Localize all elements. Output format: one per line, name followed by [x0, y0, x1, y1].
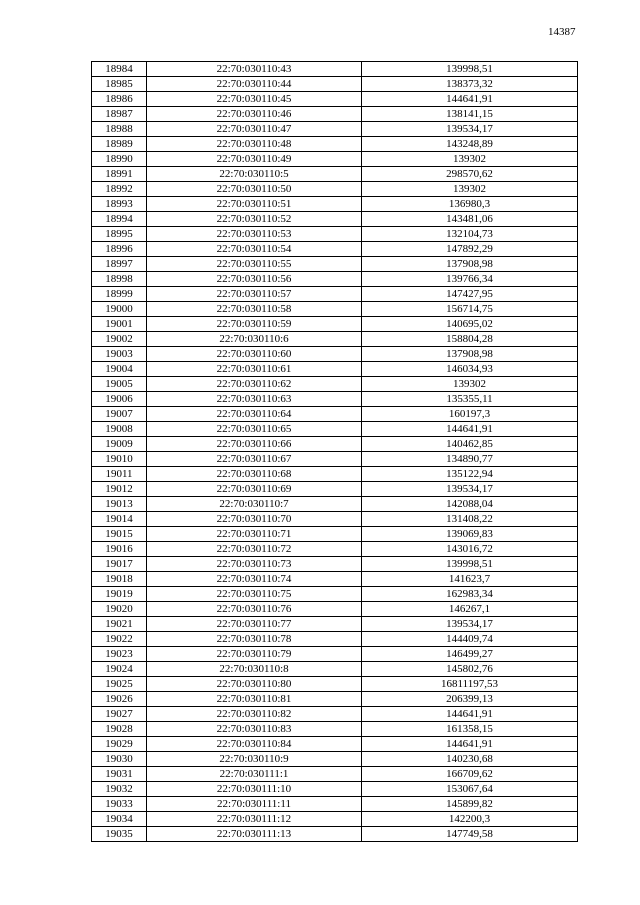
value-cell: 135355,11	[362, 392, 578, 407]
cadastral-number-cell: 22:70:030110:62	[147, 377, 362, 392]
value-cell: 139302	[362, 182, 578, 197]
cadastral-number-cell: 22:70:030110:58	[147, 302, 362, 317]
row-number-cell: 19026	[92, 692, 147, 707]
cadastral-number-cell: 22:70:030110:8	[147, 662, 362, 677]
cadastral-number-cell: 22:70:030110:52	[147, 212, 362, 227]
table-row	[92, 437, 578, 452]
cadastral-number-cell: 22:70:030110:45	[147, 92, 362, 107]
cadastral-number-cell: 22:70:030110:46	[147, 107, 362, 122]
cadastral-number-cell: 22:70:030110:70	[147, 512, 362, 527]
cadastral-number-cell: 22:70:030110:5	[147, 167, 362, 182]
table-row	[92, 662, 578, 677]
value-cell: 144641,91	[362, 92, 578, 107]
cadastral-number-cell: 22:70:030110:71	[147, 527, 362, 542]
row-number-cell: 19011	[92, 467, 147, 482]
cadastral-number-cell: 22:70:030110:53	[147, 227, 362, 242]
value-cell: 146499,27	[362, 647, 578, 662]
value-cell: 137908,98	[362, 347, 578, 362]
table-row	[92, 332, 578, 347]
row-number-cell: 18997	[92, 257, 147, 272]
cadastral-number-cell: 22:70:030111:13	[147, 827, 362, 842]
row-number-cell: 19024	[92, 662, 147, 677]
value-cell: 139069,83	[362, 527, 578, 542]
cadastral-number-cell: 22:70:030110:9	[147, 752, 362, 767]
value-cell: 140695,02	[362, 317, 578, 332]
cadastral-number-cell: 22:70:030111:12	[147, 812, 362, 827]
row-number-cell: 19029	[92, 737, 147, 752]
table-row	[92, 167, 578, 182]
table-row	[92, 152, 578, 167]
value-cell: 142088,04	[362, 497, 578, 512]
value-cell: 146034,93	[362, 362, 578, 377]
value-cell: 139534,17	[362, 617, 578, 632]
cadastral-number-cell: 22:70:030110:56	[147, 272, 362, 287]
row-number-cell: 18999	[92, 287, 147, 302]
value-cell: 139534,17	[362, 482, 578, 497]
table-row	[92, 407, 578, 422]
table-row	[92, 527, 578, 542]
table-row	[92, 122, 578, 137]
cadastral-number-cell: 22:70:030110:6	[147, 332, 362, 347]
value-cell: 140462,85	[362, 437, 578, 452]
data-table	[91, 61, 578, 842]
table-row	[92, 557, 578, 572]
value-cell: 135122,94	[362, 467, 578, 482]
row-number-cell: 19008	[92, 422, 147, 437]
cadastral-number-cell: 22:70:030110:60	[147, 347, 362, 362]
table-row	[92, 107, 578, 122]
table-row	[92, 422, 578, 437]
value-cell: 144641,91	[362, 422, 578, 437]
value-cell: 140230,68	[362, 752, 578, 767]
table-row	[92, 212, 578, 227]
value-cell: 145899,82	[362, 797, 578, 812]
cadastral-number-cell: 22:70:030110:76	[147, 602, 362, 617]
value-cell: 158804,28	[362, 332, 578, 347]
table-row	[92, 752, 578, 767]
row-number-cell: 19034	[92, 812, 147, 827]
value-cell: 298570,62	[362, 167, 578, 182]
table-row	[92, 137, 578, 152]
row-number-cell: 19031	[92, 767, 147, 782]
row-number-cell: 19005	[92, 377, 147, 392]
cadastral-number-cell: 22:70:030110:75	[147, 587, 362, 602]
cadastral-number-cell: 22:70:030110:83	[147, 722, 362, 737]
cadastral-number-cell: 22:70:030110:59	[147, 317, 362, 332]
table-row	[92, 257, 578, 272]
value-cell: 137908,98	[362, 257, 578, 272]
table-row	[92, 242, 578, 257]
cadastral-number-cell: 22:70:030111:10	[147, 782, 362, 797]
cadastral-number-cell: 22:70:030110:69	[147, 482, 362, 497]
value-cell: 139998,51	[362, 557, 578, 572]
row-number-cell: 19004	[92, 362, 147, 377]
cadastral-number-cell: 22:70:030110:73	[147, 557, 362, 572]
table-row	[92, 272, 578, 287]
row-number-cell: 19025	[92, 677, 147, 692]
cadastral-number-cell: 22:70:030110:55	[147, 257, 362, 272]
cadastral-number-cell: 22:70:030110:50	[147, 182, 362, 197]
table-row	[92, 512, 578, 527]
table-row	[92, 677, 578, 692]
value-cell: 160197,3	[362, 407, 578, 422]
table-row	[92, 797, 578, 812]
table-row	[92, 482, 578, 497]
value-cell: 153067,64	[362, 782, 578, 797]
row-number-cell: 19033	[92, 797, 147, 812]
value-cell: 136980,3	[362, 197, 578, 212]
row-number-cell: 19014	[92, 512, 147, 527]
table-row	[92, 287, 578, 302]
row-number-cell: 19015	[92, 527, 147, 542]
table-row	[92, 827, 578, 842]
table-row	[92, 632, 578, 647]
cadastral-number-cell: 22:70:030110:65	[147, 422, 362, 437]
table-row	[92, 467, 578, 482]
cadastral-number-cell: 22:70:030110:68	[147, 467, 362, 482]
cadastral-number-cell: 22:70:030110:77	[147, 617, 362, 632]
table-row	[92, 692, 578, 707]
row-number-cell: 19006	[92, 392, 147, 407]
row-number-cell: 19032	[92, 782, 147, 797]
row-number-cell: 18996	[92, 242, 147, 257]
value-cell: 144409,74	[362, 632, 578, 647]
cadastral-number-cell: 22:70:030110:57	[147, 287, 362, 302]
table-row	[92, 602, 578, 617]
row-number-cell: 19022	[92, 632, 147, 647]
table-row	[92, 782, 578, 797]
cadastral-number-cell: 22:70:030110:67	[147, 452, 362, 467]
row-number-cell: 19017	[92, 557, 147, 572]
cadastral-number-cell: 22:70:030110:7	[147, 497, 362, 512]
cadastral-number-cell: 22:70:030110:61	[147, 362, 362, 377]
row-number-cell: 19021	[92, 617, 147, 632]
table-row	[92, 302, 578, 317]
table-row	[92, 542, 578, 557]
value-cell: 147427,95	[362, 287, 578, 302]
row-number-cell: 19012	[92, 482, 147, 497]
cadastral-number-cell: 22:70:030110:72	[147, 542, 362, 557]
row-number-cell: 18986	[92, 92, 147, 107]
value-cell: 161358,15	[362, 722, 578, 737]
value-cell: 139766,34	[362, 272, 578, 287]
value-cell: 156714,75	[362, 302, 578, 317]
row-number-cell: 19002	[92, 332, 147, 347]
table-row	[92, 92, 578, 107]
value-cell: 139998,51	[362, 62, 578, 77]
value-cell: 206399,13	[362, 692, 578, 707]
value-cell: 139302	[362, 152, 578, 167]
row-number-cell: 18989	[92, 137, 147, 152]
table-row	[92, 347, 578, 362]
value-cell: 143248,89	[362, 137, 578, 152]
row-number-cell: 18995	[92, 227, 147, 242]
table-row	[92, 317, 578, 332]
cadastral-number-cell: 22:70:030110:84	[147, 737, 362, 752]
cadastral-number-cell: 22:70:030110:66	[147, 437, 362, 452]
row-number-cell: 19009	[92, 437, 147, 452]
value-cell: 134890,77	[362, 452, 578, 467]
row-number-cell: 18993	[92, 197, 147, 212]
row-number-cell: 19003	[92, 347, 147, 362]
row-number-cell: 19013	[92, 497, 147, 512]
row-number-cell: 19016	[92, 542, 147, 557]
cadastral-number-cell: 22:70:030110:43	[147, 62, 362, 77]
table-row	[92, 227, 578, 242]
row-number-cell: 19010	[92, 452, 147, 467]
row-number-cell: 18985	[92, 77, 147, 92]
table-row	[92, 767, 578, 782]
value-cell: 143016,72	[362, 542, 578, 557]
row-number-cell: 19027	[92, 707, 147, 722]
cadastral-number-cell: 22:70:030110:44	[147, 77, 362, 92]
row-number-cell: 19030	[92, 752, 147, 767]
value-cell: 147892,29	[362, 242, 578, 257]
table-row	[92, 497, 578, 512]
table-row	[92, 722, 578, 737]
cadastral-number-cell: 22:70:030111:1	[147, 767, 362, 782]
table-row	[92, 62, 578, 77]
cadastral-number-cell: 22:70:030110:49	[147, 152, 362, 167]
row-number-cell: 18992	[92, 182, 147, 197]
cadastral-number-cell: 22:70:030110:81	[147, 692, 362, 707]
value-cell: 166709,62	[362, 767, 578, 782]
row-number-cell: 18984	[92, 62, 147, 77]
value-cell: 146267,1	[362, 602, 578, 617]
cadastral-number-cell: 22:70:030110:48	[147, 137, 362, 152]
value-cell: 138373,32	[362, 77, 578, 92]
row-number-cell: 19018	[92, 572, 147, 587]
table-row	[92, 377, 578, 392]
cadastral-number-cell: 22:70:030110:80	[147, 677, 362, 692]
value-cell: 141623,7	[362, 572, 578, 587]
row-number-cell: 18990	[92, 152, 147, 167]
value-cell: 138141,15	[362, 107, 578, 122]
row-number-cell: 18991	[92, 167, 147, 182]
table-row	[92, 572, 578, 587]
cadastral-number-cell: 22:70:030110:78	[147, 632, 362, 647]
cadastral-number-cell: 22:70:030110:47	[147, 122, 362, 137]
table-row	[92, 77, 578, 92]
cadastral-number-cell: 22:70:030110:51	[147, 197, 362, 212]
cadastral-number-cell: 22:70:030110:79	[147, 647, 362, 662]
cadastral-number-cell: 22:70:030110:64	[147, 407, 362, 422]
row-number-cell: 19001	[92, 317, 147, 332]
value-cell: 145802,76	[362, 662, 578, 677]
row-number-cell: 19023	[92, 647, 147, 662]
row-number-cell: 19007	[92, 407, 147, 422]
value-cell: 162983,34	[362, 587, 578, 602]
page-number: 14387	[548, 26, 576, 38]
table-row	[92, 647, 578, 662]
cadastral-number-cell: 22:70:030110:74	[147, 572, 362, 587]
row-number-cell: 18987	[92, 107, 147, 122]
value-cell: 131408,22	[362, 512, 578, 527]
cadastral-number-cell: 22:70:030110:82	[147, 707, 362, 722]
table-row	[92, 197, 578, 212]
table-row	[92, 737, 578, 752]
value-cell: 139302	[362, 377, 578, 392]
table-row	[92, 707, 578, 722]
cadastral-number-cell: 22:70:030110:63	[147, 392, 362, 407]
cadastral-number-cell: 22:70:030111:11	[147, 797, 362, 812]
row-number-cell: 18998	[92, 272, 147, 287]
row-number-cell: 19019	[92, 587, 147, 602]
table-row	[92, 392, 578, 407]
value-cell: 143481,06	[362, 212, 578, 227]
value-cell: 144641,91	[362, 707, 578, 722]
row-number-cell: 19035	[92, 827, 147, 842]
table-row	[92, 617, 578, 632]
row-number-cell: 18994	[92, 212, 147, 227]
value-cell: 142200,3	[362, 812, 578, 827]
table-body	[92, 62, 578, 842]
value-cell: 132104,73	[362, 227, 578, 242]
table-row	[92, 812, 578, 827]
row-number-cell: 19000	[92, 302, 147, 317]
row-number-cell: 18988	[92, 122, 147, 137]
value-cell: 144641,91	[362, 737, 578, 752]
row-number-cell: 19028	[92, 722, 147, 737]
table-row	[92, 452, 578, 467]
value-cell: 139534,17	[362, 122, 578, 137]
table-row	[92, 587, 578, 602]
value-cell: 147749,58	[362, 827, 578, 842]
table-row	[92, 182, 578, 197]
cadastral-number-cell: 22:70:030110:54	[147, 242, 362, 257]
row-number-cell: 19020	[92, 602, 147, 617]
table-row	[92, 362, 578, 377]
value-cell: 16811197,53	[362, 677, 578, 692]
